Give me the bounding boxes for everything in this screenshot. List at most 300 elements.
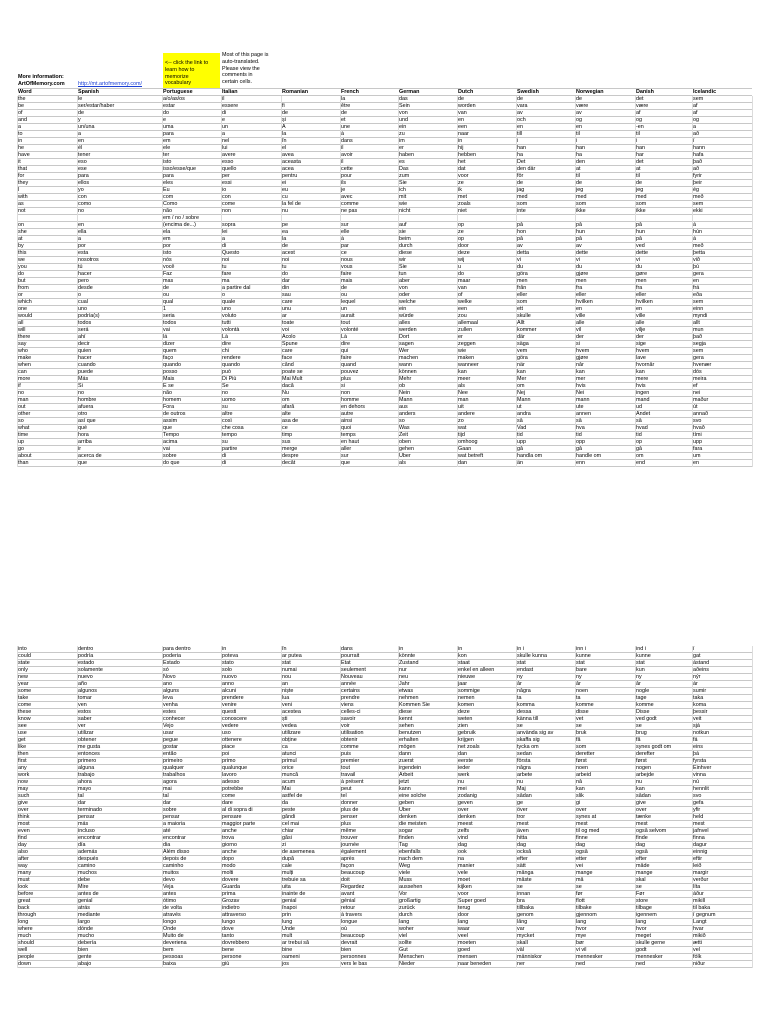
translation-cell: ma — [222, 277, 230, 284]
translation-cell: store — [636, 897, 648, 904]
translation-cell: voir — [341, 722, 350, 729]
translation-cell: tilbake — [576, 904, 592, 911]
translation-cell: nuevo — [78, 673, 93, 680]
translation-cell: modo — [222, 862, 236, 869]
word-cell: or — [18, 291, 23, 298]
translation-cell: no — [222, 389, 228, 396]
translation-cell: Mais — [163, 375, 175, 382]
translation-cell: inn i — [576, 645, 586, 652]
translation-cell: als — [399, 459, 406, 466]
translation-cell: vedere — [222, 722, 239, 729]
translation-cell: através — [163, 911, 181, 918]
translation-cell: Sie — [399, 263, 407, 270]
translation-cell: fare — [222, 270, 232, 277]
translation-cell: eller — [576, 291, 587, 298]
translation-cell: quem — [163, 347, 177, 354]
column-divider — [398, 646, 399, 968]
translation-cell: tun — [399, 270, 407, 277]
translation-cell: tanto — [222, 932, 234, 939]
translation-cell: sobre — [163, 806, 177, 813]
word-cell: to — [18, 130, 23, 137]
translation-cell: por — [78, 242, 86, 249]
translation-cell: será — [78, 326, 89, 333]
column-header-french: French — [341, 88, 359, 95]
translation-cell: temps — [341, 431, 356, 438]
translation-cell: ven — [78, 701, 87, 708]
translation-cell: se — [636, 722, 642, 729]
translation-cell: som — [636, 200, 647, 207]
translation-cell: jetzt — [399, 778, 409, 785]
translation-cell: savoir — [341, 715, 356, 722]
translation-cell: ástand — [693, 659, 710, 666]
word-cell: it — [18, 158, 21, 165]
translation-cell: sagen — [399, 340, 414, 347]
translation-cell: over — [576, 806, 587, 813]
translation-cell: ela — [163, 228, 171, 235]
translation-cell: Fora — [163, 403, 175, 410]
translation-cell: dopo — [222, 855, 234, 862]
translation-cell: zurück — [399, 904, 415, 911]
translation-cell: inte — [517, 207, 526, 214]
translation-cell: måde — [636, 862, 650, 869]
translation-cell: seulement — [341, 666, 366, 673]
translation-cell: i — [576, 137, 578, 144]
translation-cell: Nein — [399, 389, 411, 396]
translation-cell: para — [163, 172, 174, 179]
translation-cell: arriba — [78, 438, 92, 445]
translation-cell: indietro — [222, 904, 240, 911]
translation-cell: som — [517, 200, 528, 207]
translation-cell: wie — [458, 347, 467, 354]
translation-cell: quello — [222, 165, 237, 172]
translation-cell: nei — [693, 389, 701, 396]
translation-cell: en — [576, 305, 582, 312]
translation-cell: plus — [341, 820, 351, 827]
translation-cell: decir — [78, 340, 90, 347]
translation-cell: maggior parte — [222, 820, 256, 827]
translation-cell: può — [222, 368, 231, 375]
translation-cell: eftir — [693, 855, 702, 862]
translation-cell: se — [517, 883, 523, 890]
word-cell: as — [18, 200, 24, 207]
translation-cell: bene — [222, 946, 234, 953]
translation-cell: Weg — [399, 862, 410, 869]
translation-cell: qué — [78, 424, 87, 431]
translation-cell: pessoas — [163, 953, 184, 960]
translation-cell: manier — [458, 862, 475, 869]
translation-cell: stat — [282, 659, 291, 666]
translation-cell: muitos — [163, 869, 179, 876]
translation-cell: veel — [458, 932, 468, 939]
translation-cell: primo — [222, 757, 236, 764]
translation-cell: avant — [341, 890, 355, 897]
translation-cell: als — [458, 382, 465, 389]
translation-cell: trouver — [341, 834, 358, 841]
translation-cell: à présent — [341, 778, 364, 785]
translation-cell: la — [341, 95, 346, 102]
translation-cell: hun — [636, 228, 645, 235]
word-cell: also — [18, 848, 28, 855]
translation-cell: omhoog — [458, 438, 478, 445]
translation-cell: e — [163, 116, 166, 123]
translation-cell: lang — [458, 918, 469, 925]
translation-cell: Nieder — [399, 960, 415, 967]
translation-cell: in — [399, 645, 404, 652]
translation-cell: känna till — [517, 715, 539, 722]
translation-cell: incluso — [78, 827, 95, 834]
translation-cell: sem — [693, 200, 704, 207]
translation-cell: il — [222, 95, 225, 102]
translation-cell: göra — [517, 354, 528, 361]
translation-cell: su — [222, 438, 228, 445]
translation-cell: de — [636, 179, 642, 186]
word-cell: into — [18, 645, 27, 652]
translation-cell: de asemenea — [282, 848, 315, 855]
translation-cell: van — [458, 109, 467, 116]
translation-cell: mange — [636, 869, 653, 876]
translation-cell: homme — [341, 396, 359, 403]
translation-cell: av — [517, 242, 523, 249]
translation-cell: orice — [282, 764, 294, 771]
translation-cell: anche — [222, 848, 237, 855]
word-cell: back — [18, 904, 30, 911]
translation-cell: at — [576, 165, 581, 172]
translation-cell: Das — [399, 165, 409, 172]
translation-cell: plus — [341, 375, 351, 382]
translation-cell: þú — [693, 263, 699, 270]
column-divider — [692, 96, 693, 467]
translation-cell: til — [576, 172, 580, 179]
row-divider — [18, 214, 752, 215]
translation-cell: tu — [222, 263, 227, 270]
translation-cell: du — [517, 263, 523, 270]
translation-cell: toate — [282, 319, 294, 326]
translation-cell: celles-ci — [341, 708, 361, 715]
translation-cell: Si — [78, 382, 83, 389]
translation-cell: mest — [636, 820, 648, 827]
translation-cell: komme — [636, 701, 654, 708]
translation-cell: år — [636, 680, 641, 687]
translation-cell: y — [78, 116, 81, 123]
translation-cell: nogle — [636, 687, 650, 694]
translation-cell: mand — [636, 396, 650, 403]
translation-cell: conoscere — [222, 715, 247, 722]
translation-cell: du — [636, 263, 642, 270]
translation-cell: attraverso — [222, 911, 246, 918]
translation-cell: ea — [282, 228, 288, 235]
word-cell: no — [18, 389, 24, 396]
translation-cell: ind i — [636, 645, 646, 652]
translation-cell: avere — [222, 151, 236, 158]
word-cell: get — [18, 736, 26, 743]
translation-cell: utilizar — [78, 729, 94, 736]
translation-cell: même — [341, 827, 356, 834]
translation-cell: på — [576, 221, 582, 228]
column-divider — [752, 646, 753, 968]
word-cell: he — [18, 144, 24, 151]
translation-cell: det — [636, 158, 644, 165]
translation-cell: seria — [163, 312, 175, 319]
column-header-spanish: Spanish — [78, 88, 99, 95]
translation-cell: Tag — [399, 841, 408, 848]
translation-cell: estar — [163, 102, 175, 109]
translation-cell: depois de — [163, 855, 187, 862]
translation-cell: isso/esse/que — [163, 165, 196, 172]
translation-cell: godt — [636, 946, 647, 953]
translation-cell: finde — [636, 834, 648, 841]
word-cell: such — [18, 792, 30, 799]
translation-cell: welke — [458, 298, 472, 305]
translation-cell: ich — [399, 186, 406, 193]
translation-cell: annen — [576, 410, 591, 417]
translation-cell: opp — [576, 438, 585, 445]
translation-cell: sätt — [517, 862, 526, 869]
translation-cell: viens — [341, 701, 354, 708]
word-cell: over — [18, 806, 29, 813]
translation-cell: primeiro — [163, 757, 183, 764]
word-cell: out — [18, 403, 26, 410]
translation-cell: todos — [78, 319, 92, 326]
translation-cell: nå — [576, 778, 582, 785]
translation-cell: nogen — [636, 764, 651, 771]
translation-cell: weten — [458, 715, 473, 722]
translation-cell: að — [693, 165, 699, 172]
translation-cell: werden — [399, 326, 417, 333]
translation-cell: wat — [458, 424, 467, 431]
translation-cell: găsi — [282, 834, 292, 841]
translation-cell: alle — [636, 319, 645, 326]
translation-cell: ut — [517, 403, 522, 410]
site-link[interactable]: http://mt.artofmemory.com/ — [78, 81, 143, 87]
translation-cell: assim — [163, 417, 178, 424]
translation-cell: etter — [576, 855, 587, 862]
translation-cell: eso — [78, 158, 87, 165]
translation-cell: mucho — [78, 932, 95, 939]
translation-cell: ze — [458, 228, 464, 235]
translation-cell: nu — [458, 778, 464, 785]
translation-cell: Más — [78, 375, 89, 382]
translation-cell: zodanig — [458, 792, 477, 799]
translation-cell: veni — [282, 701, 292, 708]
translation-cell: terminado — [78, 806, 102, 813]
translation-cell: men — [517, 277, 528, 284]
translation-cell: stato — [222, 659, 234, 666]
translation-cell: chiar — [282, 827, 294, 834]
translation-cell: vi — [636, 256, 640, 263]
translation-cell: hombre — [78, 396, 97, 403]
translation-cell: numai — [282, 666, 297, 673]
translation-cell: voluto — [222, 312, 237, 319]
translation-cell: aus — [399, 403, 408, 410]
translation-cell: hvenær — [693, 361, 712, 368]
translation-cell: hvornår — [636, 361, 655, 368]
translation-cell: mulți — [282, 869, 294, 876]
translation-cell: caminho — [163, 862, 184, 869]
translation-cell: lang — [576, 918, 587, 925]
translation-cell: taka — [693, 694, 704, 701]
translation-cell: þessir — [693, 708, 708, 715]
translation-cell: ett — [517, 305, 523, 312]
translation-cell: tout — [341, 764, 350, 771]
translation-cell: på — [636, 235, 642, 242]
translation-cell: acerca de — [78, 452, 102, 459]
translation-cell: para dentro — [163, 645, 191, 652]
translation-cell: gostar — [163, 743, 178, 750]
word-cell: any — [18, 764, 27, 771]
translation-cell: in — [458, 645, 463, 652]
translation-cell: pouvez — [341, 368, 359, 375]
translation-cell: ta — [576, 694, 581, 701]
column-header-swedish: Swedish — [517, 88, 539, 95]
translation-cell: pour — [341, 172, 352, 179]
translation-cell: unu — [282, 305, 291, 312]
row-divider — [18, 88, 752, 89]
translation-cell: ar — [282, 312, 287, 319]
translation-cell: fá — [693, 736, 698, 743]
translation-cell: mögen — [399, 743, 416, 750]
word-cell: what — [18, 424, 30, 431]
translation-cell: sau — [282, 291, 291, 298]
translation-cell: die meisten — [399, 820, 427, 827]
translation-cell: Nei — [576, 389, 585, 396]
translation-cell: decât — [282, 459, 296, 466]
translation-cell: meer — [458, 375, 471, 382]
translation-cell: abajo — [78, 960, 92, 967]
translation-cell: partire — [222, 445, 238, 452]
translation-cell: Mai — [282, 785, 291, 792]
translation-cell: care — [282, 347, 293, 354]
translation-cell: voor — [458, 172, 469, 179]
translation-cell: ce — [341, 249, 347, 256]
translation-cell: oder — [399, 291, 410, 298]
translation-cell: være — [636, 102, 649, 109]
translation-cell: kan — [636, 368, 645, 375]
translation-cell: solo — [222, 666, 232, 673]
translation-cell: også — [576, 848, 588, 855]
translation-cell: ville — [636, 312, 646, 319]
translation-cell: ikke — [576, 207, 586, 214]
column-divider — [692, 646, 693, 968]
translation-cell: Über — [399, 452, 411, 459]
translation-cell: Guarda — [222, 883, 240, 890]
translation-cell: och — [517, 116, 526, 123]
translation-cell: skaffa sig — [517, 736, 540, 743]
translation-cell: astfel de — [282, 792, 303, 799]
word-cell: could — [18, 652, 31, 659]
translation-cell: disse — [576, 708, 589, 715]
translation-cell: tener — [78, 151, 91, 158]
word-cell: like — [18, 743, 27, 750]
translation-cell: nýr — [693, 673, 701, 680]
translation-cell: kennt — [399, 715, 413, 722]
translation-cell: gjøre — [576, 270, 589, 277]
translation-cell: tillbaka — [517, 904, 534, 911]
translation-cell: Allt — [517, 319, 525, 326]
translation-cell: finna — [693, 834, 705, 841]
translation-cell: persone — [222, 953, 242, 960]
translation-cell: hva — [576, 424, 585, 431]
translation-cell: eu — [282, 186, 288, 193]
column-divider — [221, 96, 222, 467]
translation-cell: ou — [163, 291, 169, 298]
translation-cell: Eu — [163, 186, 170, 193]
translation-cell: dare — [222, 799, 233, 806]
translation-cell: eine solche — [399, 792, 427, 799]
translation-cell: stat — [636, 659, 645, 666]
translation-cell: før — [576, 890, 583, 897]
column-divider — [457, 646, 458, 968]
translation-cell: denken — [399, 813, 417, 820]
word-cell: way — [18, 862, 28, 869]
translation-cell: come — [222, 792, 236, 799]
translation-cell: desde — [78, 284, 93, 291]
word-cell: that — [18, 165, 27, 172]
translation-cell: komen — [458, 701, 475, 708]
translation-cell: hvor — [576, 925, 587, 932]
translation-cell: hún — [693, 228, 702, 235]
word-cell: before — [18, 890, 34, 897]
translation-cell: mange — [576, 869, 593, 876]
translation-cell: adesso — [222, 778, 240, 785]
translation-cell: ny — [636, 673, 642, 680]
translation-cell: von — [399, 109, 408, 116]
translation-cell: qualunque — [222, 764, 248, 771]
translation-cell: Nej — [517, 389, 526, 396]
translation-cell: hora — [78, 431, 89, 438]
translation-cell: af — [636, 109, 641, 116]
translation-cell: leva — [163, 694, 173, 701]
translation-cell: sus — [282, 438, 291, 445]
translation-cell: að — [693, 130, 699, 137]
translation-cell: der — [636, 333, 644, 340]
translation-cell: end — [636, 459, 645, 466]
translation-cell: fyrsta — [693, 757, 707, 764]
translation-cell: med — [517, 193, 528, 200]
translation-cell: de — [576, 179, 582, 186]
translation-cell: ótimo — [163, 897, 177, 904]
translation-cell: måste — [517, 876, 532, 883]
translation-cell: en — [693, 277, 699, 284]
translation-cell: må — [576, 876, 584, 883]
translation-cell: också — [517, 848, 532, 855]
translation-cell: leið — [693, 862, 702, 869]
translation-cell: dans — [341, 137, 353, 144]
word-cell: so — [18, 417, 24, 424]
translation-cell: Além disso — [163, 848, 190, 855]
translation-cell: gefa — [693, 799, 704, 806]
translation-cell: ob — [399, 382, 405, 389]
translation-cell: ik — [458, 186, 462, 193]
translation-cell: se — [517, 722, 523, 729]
translation-cell: cual — [78, 298, 88, 305]
translation-cell: sige — [636, 340, 646, 347]
translation-cell: génial — [341, 897, 356, 904]
translation-cell: um — [693, 452, 701, 459]
translation-cell: sur — [341, 452, 349, 459]
word-cell: where — [18, 925, 33, 932]
word-cell: may — [18, 785, 29, 792]
translation-cell: sobre — [163, 452, 177, 459]
translation-cell: qual — [163, 298, 174, 305]
translation-cell: en — [693, 459, 699, 466]
translation-cell: Nu — [282, 389, 289, 396]
translation-cell: il — [341, 158, 344, 165]
translation-cell: om — [636, 452, 644, 459]
translation-cell: flott — [576, 897, 585, 904]
translation-cell: dovere — [222, 876, 239, 883]
translation-cell: hvilken — [576, 298, 593, 305]
translation-cell: sedan — [517, 750, 532, 757]
